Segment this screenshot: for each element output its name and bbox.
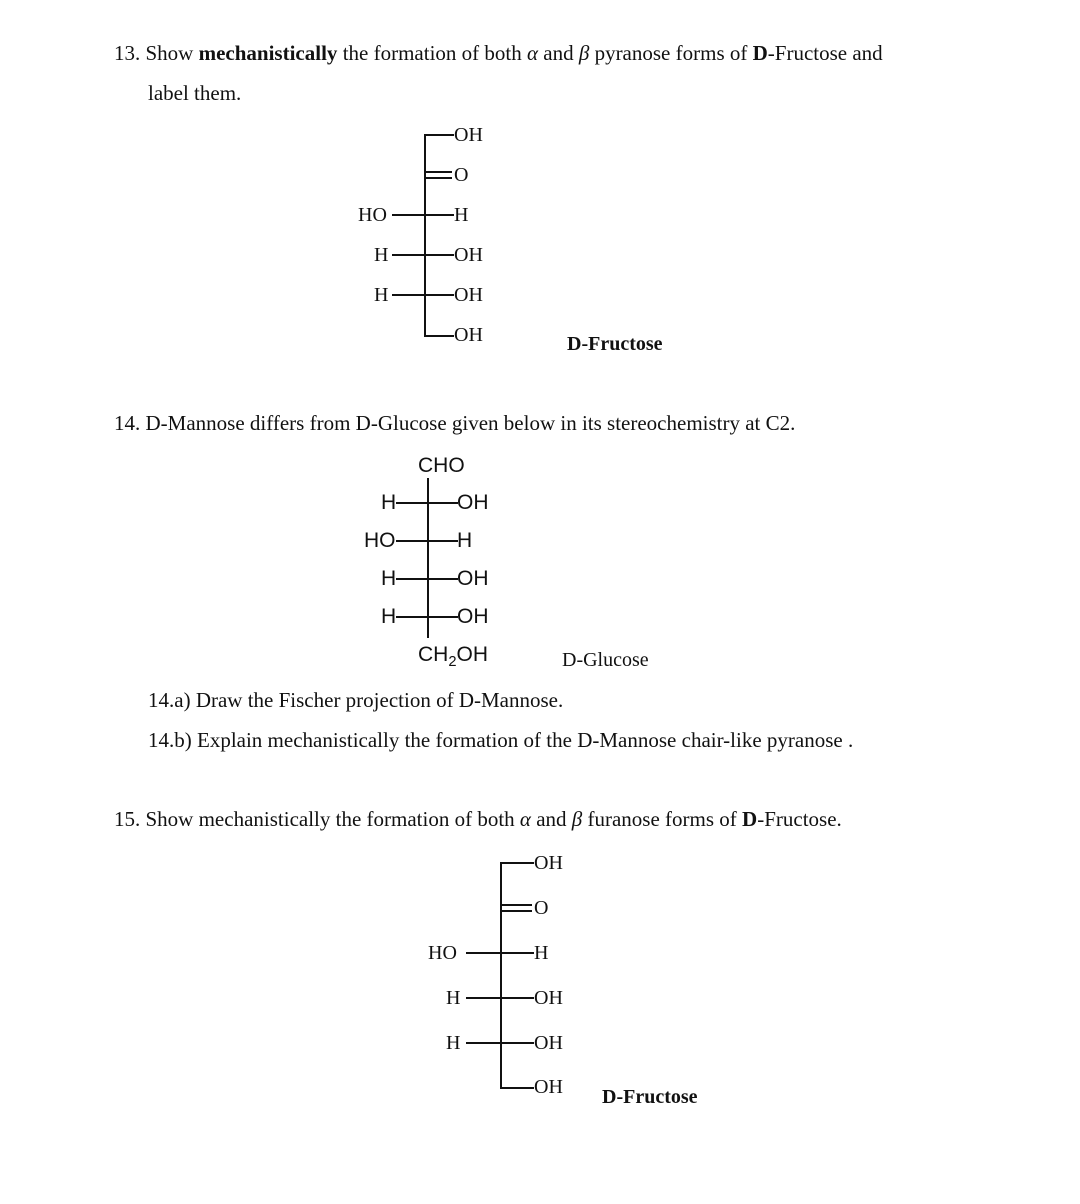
f2-bottom: OH <box>534 1076 563 1098</box>
g-c3-left: HO <box>364 529 396 552</box>
f1-c3-right: H <box>454 204 469 226</box>
q15-beta: β <box>571 807 583 831</box>
f1-bottom: OH <box>454 324 483 346</box>
q13-line2: label them. <box>148 81 242 105</box>
q14-d2: D <box>355 411 371 435</box>
f1-c5-left: H <box>374 284 389 306</box>
q13-text-b: the formation of both <box>337 41 527 65</box>
f2-c2: O <box>534 897 549 919</box>
q14a: 14.a) Draw the Fischer projection of D-Mannose. <box>148 688 564 712</box>
f2-c3-right: H <box>534 942 549 964</box>
g-c5-right: OH <box>457 605 489 628</box>
q13-line1 <box>114 43 883 64</box>
q13-and: and <box>538 41 579 65</box>
fructose-label-1: D-Fructose <box>567 333 663 355</box>
f2-c3-left: HO <box>428 942 457 964</box>
q15-d: D <box>742 807 758 831</box>
q14-number: 14. <box>114 411 141 435</box>
q15-text-a: Show mechanistically the formation of both <box>145 807 520 831</box>
f2-c5-right: OH <box>534 1032 563 1054</box>
g-c2-right: OH <box>457 491 489 514</box>
g-c3-right: H <box>457 529 473 552</box>
f1-c5-right: OH <box>454 284 483 306</box>
g-c5-left: H <box>381 605 397 628</box>
fructose-label-2: D-Fructose <box>602 1086 698 1108</box>
f2-top: OH <box>534 852 563 874</box>
g-c2-left: H <box>381 491 397 514</box>
q13-text-a: Show <box>145 41 199 65</box>
q13-text-d: -Fructose and <box>767 41 883 65</box>
q15-number: 15. <box>114 807 141 831</box>
f2-c4-left: H <box>446 987 461 1009</box>
g-bottom: $CH_2OH$ <box>418 643 489 671</box>
q15-alpha: α <box>519 807 531 831</box>
f1-c2: O <box>454 164 469 186</box>
q15-text-c: -Fructose. <box>757 807 842 831</box>
q15-text-b: furanose forms of <box>582 807 743 831</box>
f1-c4-left: H <box>374 244 389 266</box>
q13-bold: mechanistically <box>198 41 338 65</box>
f1-c4-right: OH <box>454 244 483 266</box>
f1-c3-left: HO <box>358 204 387 226</box>
f2-c4-right: OH <box>534 987 563 1009</box>
q13-beta: β <box>578 41 590 65</box>
q14-text-b: -Glucose given below in its stereochemistry at C2. <box>370 411 796 435</box>
q13-text-c: pyranose forms of <box>589 41 753 65</box>
g-top: CHO <box>418 454 465 477</box>
q14-d1: D <box>145 411 161 435</box>
q15-and: and <box>530 807 572 831</box>
g-c4-right: OH <box>457 567 489 590</box>
q14b: 14.b) Explain mechanistically the formation of the D-Mannose chair-like pyranose . <box>148 728 854 752</box>
q13-number: 13. <box>114 41 141 65</box>
q14-text-a: -Mannose differs from <box>160 411 356 435</box>
glucose-label: D-Glucose <box>562 649 649 671</box>
q13-alpha: α <box>526 41 539 65</box>
g-c4-left: H <box>381 567 397 590</box>
f1-top: OH <box>454 124 483 146</box>
f2-c5-left: H <box>446 1032 461 1054</box>
q14-line1 <box>114 413 795 434</box>
q15-line1 <box>114 809 842 830</box>
q13-d: D <box>752 41 768 65</box>
